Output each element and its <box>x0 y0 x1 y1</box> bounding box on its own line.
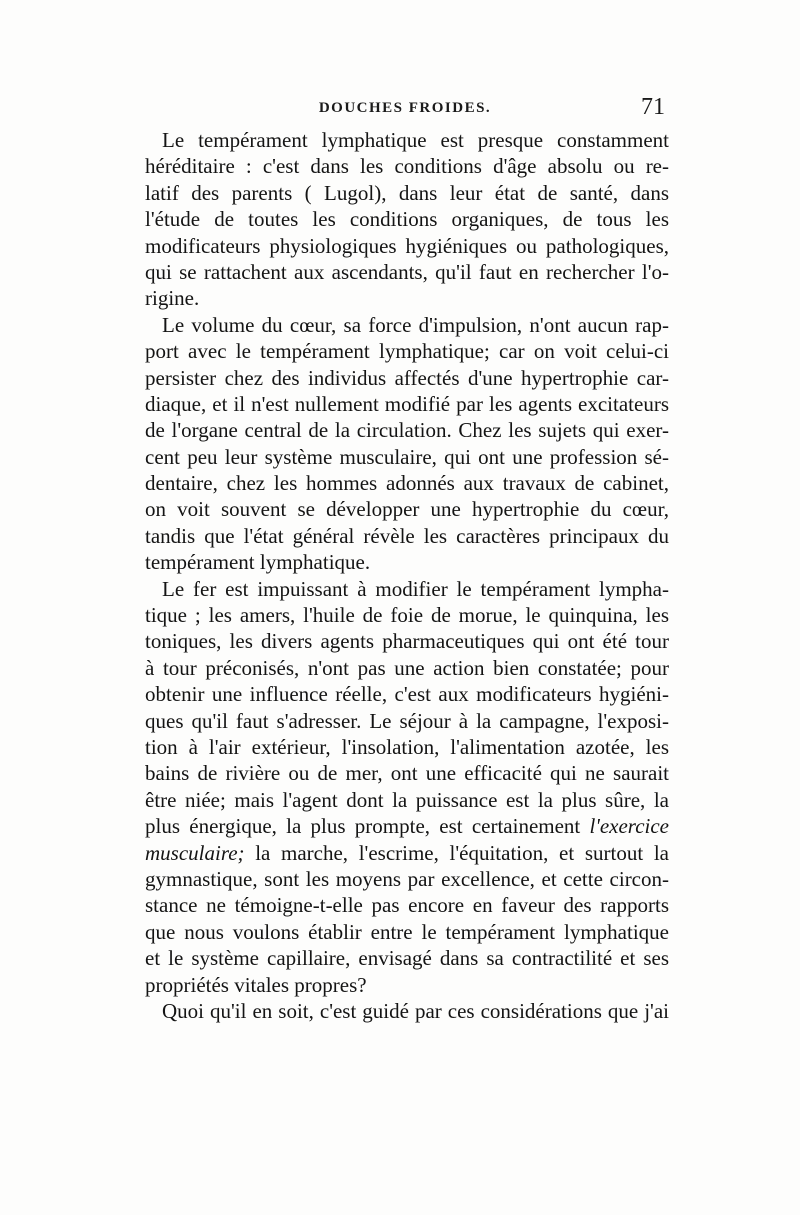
text-line: tique ; les amers, l'huile de foie de morue, le quinquina, les <box>145 603 669 628</box>
text-line: être niée; mais l'agent dont la puissance est la plus sûre, la <box>145 787 669 812</box>
italic-text-run: musculaire; <box>145 840 245 865</box>
text-line: ques qu'il faut s'adresser. Le séjour à la campagne, l'exposi- <box>145 708 669 733</box>
running-title: DOUCHES FROIDES. <box>318 100 492 116</box>
text-line: de l'organe central de la circulation. Chez les sujets qui exer- <box>145 418 669 443</box>
text-line: gymnastique, sont les moyens par excellence, et cette circon- <box>145 866 669 891</box>
text-line: stance ne témoigne-t-elle pas encore en faveur des rapports <box>145 893 669 918</box>
text-line: et le système capillaire, envisagé dans sa contractilité et ses <box>145 946 669 971</box>
text-line: Le tempérament lymphatique est presque constamment <box>162 128 669 152</box>
text-line: que nous voulons établir entre le tempérament lymphatique <box>145 919 669 944</box>
text-line: tandis que l'état général révèle les caractères principaux du <box>145 523 669 548</box>
text-line: Le volume du cœur, sa force d'impulsion, n'ont aucun rap- <box>162 312 669 337</box>
body-text <box>145 127 669 1024</box>
text-line: modificateurs physiologiques hygiéniques ou pathologiques, <box>145 233 669 258</box>
text-line: cent peu leur système musculaire, qui ont une profession sé- <box>145 444 669 469</box>
text-line: héréditaire : c'est dans les conditions d'âge absolu ou re- <box>145 154 669 179</box>
text-line: toniques, les divers agents pharmaceutiques qui ont été tour <box>145 629 669 654</box>
text-line: diaque, et il n'est nullement modifié par les agents excitateurs <box>145 391 669 416</box>
text-line: obtenir une influence réelle, c'est aux modificateurs hygiéni- <box>145 682 669 707</box>
text-line: on voit souvent se développer une hypertrophie du cœur, <box>145 497 669 522</box>
text-line: latif des parents ( Lugol), dans leur état de santé, dans <box>145 180 669 205</box>
text-line: propriétés vitales propres? <box>145 972 367 997</box>
text-line: persister chez des individus affectés d'une hypertrophie car- <box>145 365 669 390</box>
paragraph <box>145 998 669 1024</box>
paragraph <box>145 127 669 312</box>
page-number: 71 <box>641 94 665 120</box>
text-line: Le fer est impuissant à modifier le tempérament lympha- <box>162 576 669 601</box>
paragraph <box>145 312 669 576</box>
text-line: à tour préconisés, n'ont pas une action bien constatée; pour <box>145 655 669 680</box>
text-run: plus énergique, la plus prompte, est certainement <box>145 814 590 839</box>
text-line: bains de rivière ou de mer, ont une efficacité qui ne saurait <box>145 761 669 786</box>
text-line: tempérament lymphatique. <box>145 550 371 575</box>
text-line: dentaire, chez les hommes adonnés aux travaux de cabinet, <box>145 471 669 496</box>
text-run: la marche, l'escrime, l'équitation, et surtout la <box>244 840 669 865</box>
text-line: l'étude de toutes les conditions organiques, de tous les <box>145 207 669 232</box>
running-head <box>145 94 665 122</box>
text-line: rigine. <box>145 286 200 311</box>
text-line: port avec le tempérament lymphatique; car on voit celui-ci <box>145 339 669 364</box>
text-line: tion à l'air extérieur, l'insolation, l'alimentation azotée, les <box>145 734 669 759</box>
text-line: qui se rattachent aux ascendants, qu'il faut en rechercher l'o- <box>145 259 669 284</box>
italic-text-run: l'exercice <box>589 814 669 839</box>
paragraph <box>145 576 669 998</box>
text-line: Quoi qu'il en soit, c'est guidé par ces considérations que j'ai <box>162 998 669 1023</box>
text-line <box>145 813 669 839</box>
text-line <box>145 840 669 866</box>
